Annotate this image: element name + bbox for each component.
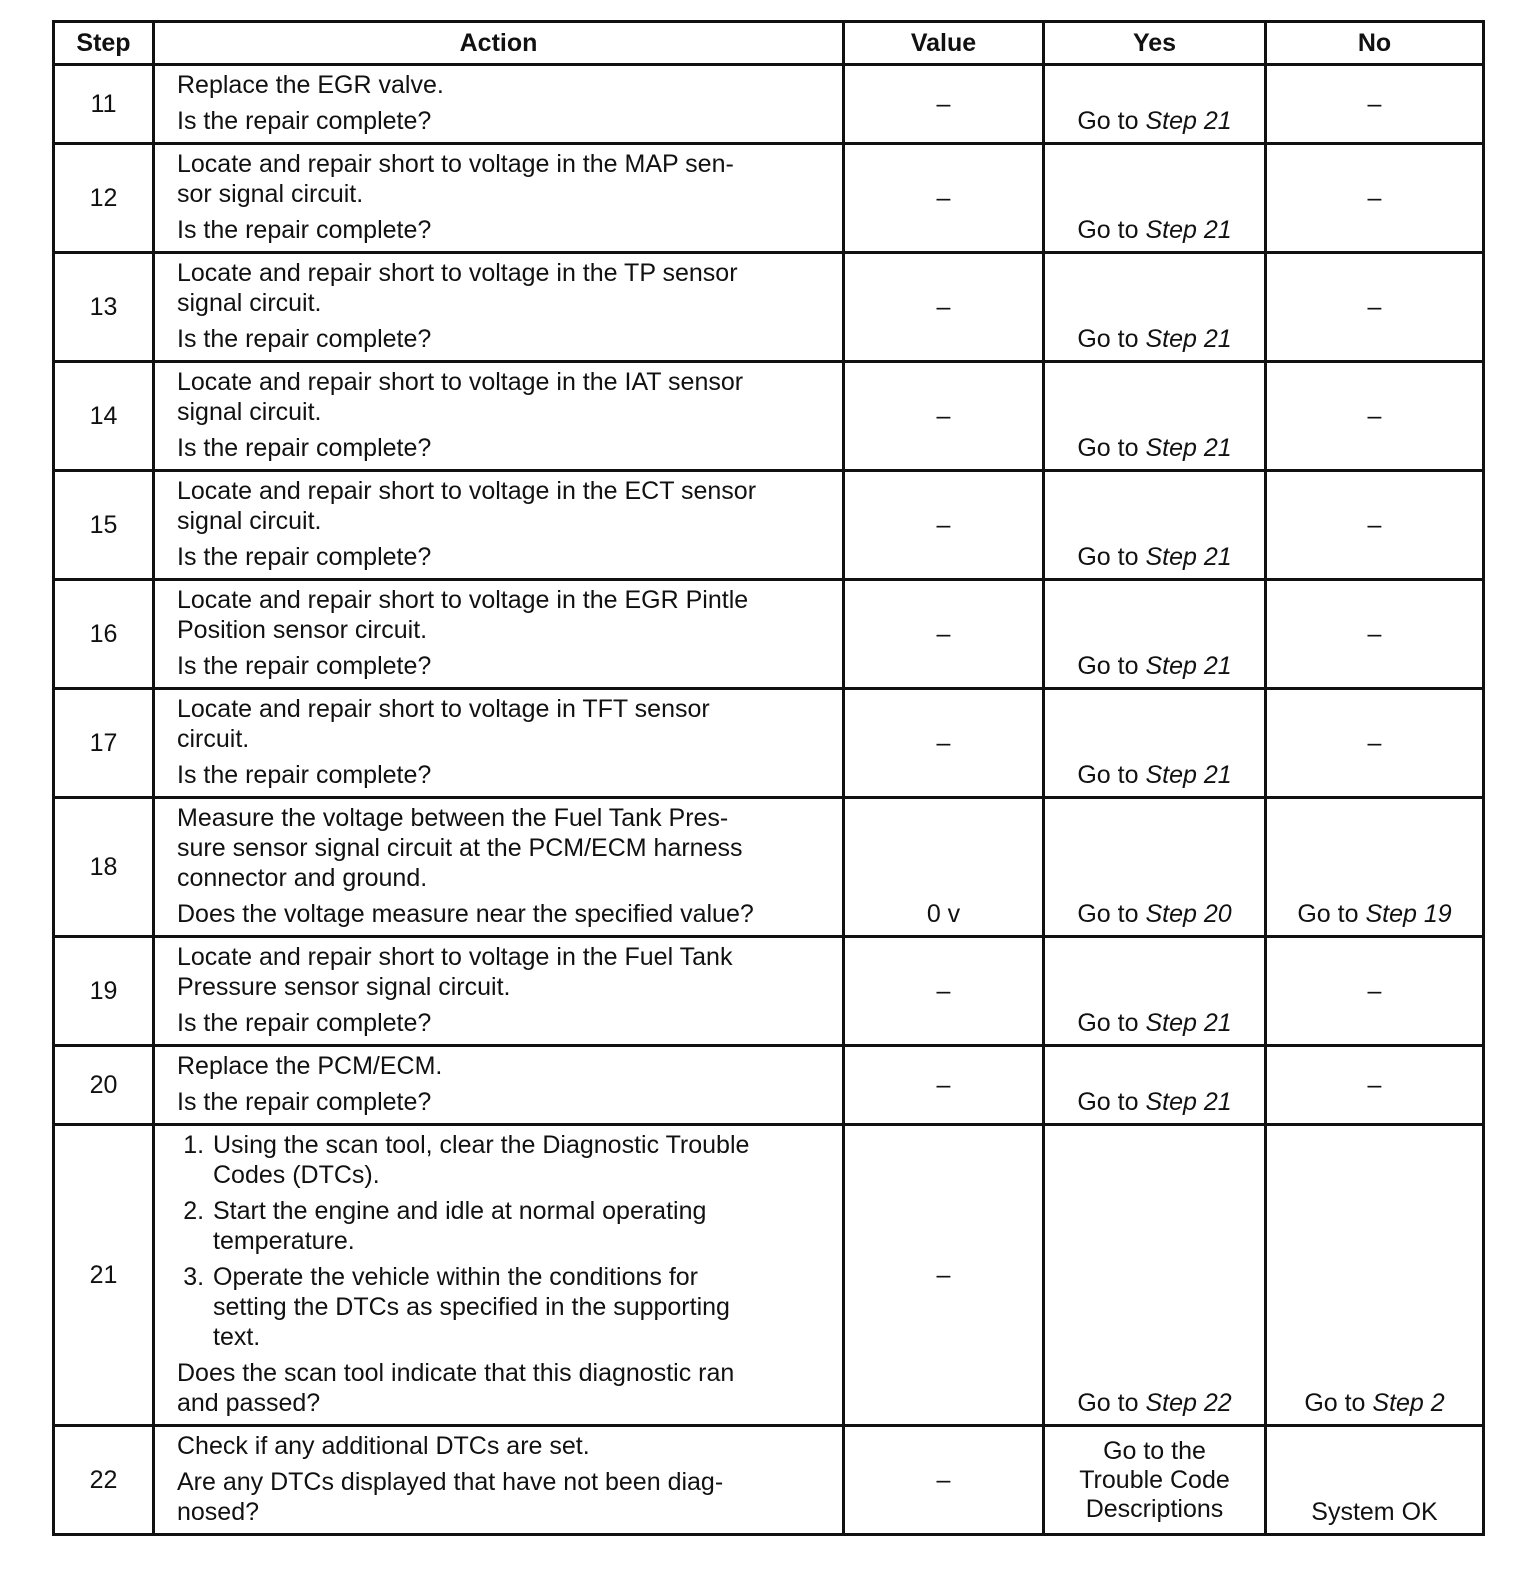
action-line: Locate and repair short to voltage in the TP sensor: [177, 259, 738, 287]
step-cell: 19: [54, 937, 154, 1046]
action-cell: [154, 65, 844, 144]
yes-cell: [1044, 1046, 1266, 1125]
no-cell: –: [1266, 1046, 1484, 1125]
step-cell: 13: [54, 253, 154, 362]
table-row: [54, 798, 1484, 937]
action-cell: [154, 937, 844, 1046]
header-action: Action: [154, 22, 844, 65]
action-line: Locate and repair short to voltage in the MAP sen-: [177, 150, 734, 178]
action-line: Locate and repair short to voltage in the IAT sensor: [177, 368, 744, 396]
no-cell: –: [1266, 253, 1484, 362]
list-item-line: 2. Start the engine and idle at normal operating: [213, 1197, 707, 1225]
action-line: Measure the voltage between the Fuel Tank Pres-: [177, 804, 729, 832]
no-cell: –: [1266, 580, 1484, 689]
yes-cell: [1044, 1426, 1266, 1535]
yes-line: Trouble Code: [1079, 1465, 1230, 1494]
action-line: Locate and repair short to voltage in the ECT sensor: [177, 477, 757, 505]
table-row: [54, 253, 1484, 362]
yes-goto-link[interactable]: Go to Step 21: [1077, 761, 1232, 789]
question-line: nosed?: [177, 1498, 260, 1526]
step-cell: 20: [54, 1046, 154, 1125]
no-goto-link[interactable]: Go to Step 2: [1304, 1389, 1445, 1417]
header-step: Step: [54, 22, 154, 65]
no-cell: –: [1266, 65, 1484, 144]
action-cell: [154, 1046, 844, 1125]
value-cell: –: [844, 937, 1044, 1046]
header-yes: Yes: [1044, 22, 1266, 65]
yes-goto-link[interactable]: Go to Step 21: [1077, 434, 1232, 462]
list-item-line: setting the DTCs as specified in the supporting: [213, 1293, 730, 1321]
diagnostic-table: [52, 20, 1485, 1536]
list-item-line: 3. Operate the vehicle within the conditions for: [213, 1263, 698, 1291]
action-cell: [154, 1125, 844, 1426]
step-reference: Step 21: [1145, 107, 1232, 135]
action-line: signal circuit.: [177, 398, 322, 426]
step-reference: Step 2: [1372, 1389, 1445, 1417]
no-cell: [1266, 798, 1484, 937]
action-cell: [154, 362, 844, 471]
no-cell: –: [1266, 471, 1484, 580]
action-line: Locate and repair short to voltage in the Fuel Tank: [177, 943, 733, 971]
step-reference: Step 21: [1145, 543, 1232, 571]
header-row: [54, 22, 1484, 65]
table-row: [54, 580, 1484, 689]
value-cell: –: [844, 689, 1044, 798]
action-cell: [154, 689, 844, 798]
yes-cell: [1044, 580, 1266, 689]
yes-cell: [1044, 253, 1266, 362]
step-cell: 17: [54, 689, 154, 798]
step-cell: 21: [54, 1125, 154, 1426]
list-item-line: temperature.: [213, 1227, 355, 1255]
header-value: Value: [844, 22, 1044, 65]
action-line: connector and ground.: [177, 864, 428, 892]
question-text: [177, 1358, 828, 1418]
table-row: [54, 144, 1484, 253]
question-text: Is the repair complete?: [177, 543, 432, 571]
value-cell: –: [844, 65, 1044, 144]
yes-cell: [1044, 65, 1266, 144]
action-cell: [154, 1426, 844, 1535]
list-item-line: text.: [213, 1323, 261, 1351]
yes-goto-link[interactable]: Go to Step 22: [1077, 1389, 1232, 1417]
value-cell: –: [844, 580, 1044, 689]
no-cell: –: [1266, 362, 1484, 471]
action-cell: [154, 253, 844, 362]
table-row: [54, 65, 1484, 144]
action-line: signal circuit.: [177, 289, 322, 317]
action-line: sure sensor signal circuit at the PCM/ECM harness: [177, 834, 743, 862]
value-cell: –: [844, 1046, 1044, 1125]
yes-goto-link[interactable]: Go to Step 20: [1077, 900, 1232, 928]
no-cell: –: [1266, 937, 1484, 1046]
yes-goto-link[interactable]: Go to Step 21: [1077, 1009, 1232, 1037]
value-cell: –: [844, 1125, 1044, 1426]
action-line: signal circuit.: [177, 507, 322, 535]
no-cell: –: [1266, 144, 1484, 253]
step-reference: Step 21: [1145, 1009, 1232, 1037]
action-steps-list: [177, 1130, 828, 1352]
table-row: [54, 471, 1484, 580]
step-cell: 12: [54, 144, 154, 253]
question-text: Is the repair complete?: [177, 325, 432, 353]
question-line: Does the scan tool indicate that this diagnostic ran: [177, 1359, 735, 1387]
list-item-line: Codes (DTCs).: [213, 1161, 380, 1189]
value-cell: –: [844, 253, 1044, 362]
no-cell: System OK: [1266, 1426, 1484, 1535]
yes-cell: [1044, 471, 1266, 580]
action-line: sor signal circuit.: [177, 180, 364, 208]
question-text: Is the repair complete?: [177, 216, 432, 244]
list-item: [211, 1262, 828, 1352]
action-line: Replace the EGR valve.: [177, 71, 444, 99]
yes-cell: [1044, 144, 1266, 253]
action-line: Check if any additional DTCs are set.: [177, 1432, 590, 1460]
question-text: Is the repair complete?: [177, 1009, 432, 1037]
action-line: Locate and repair short to voltage in TFT sensor: [177, 695, 710, 723]
step-cell: 11: [54, 65, 154, 144]
table-row: [54, 689, 1484, 798]
list-item: [211, 1130, 828, 1190]
yes-cell: [1044, 1125, 1266, 1426]
no-goto-link[interactable]: Go to Step 19: [1297, 900, 1452, 928]
yes-goto-link[interactable]: Go to Step 21: [1077, 543, 1232, 571]
question-text: Is the repair complete?: [177, 434, 432, 462]
yes-cell: [1044, 937, 1266, 1046]
action-cell: [154, 144, 844, 253]
step-reference: Step 21: [1145, 325, 1232, 353]
table-row: [54, 362, 1484, 471]
step-cell: 22: [54, 1426, 154, 1535]
step-reference: Step 21: [1145, 216, 1232, 244]
yes-line: Go to the: [1103, 1436, 1206, 1465]
question-text: Is the repair complete?: [177, 761, 432, 789]
yes-goto-link[interactable]: Go to Step 21: [1077, 652, 1232, 680]
question-line: and passed?: [177, 1389, 321, 1417]
yes-goto-link[interactable]: Go to Step 21: [1077, 107, 1232, 135]
step-reference: Step 21: [1145, 761, 1232, 789]
action-line: Position sensor circuit.: [177, 616, 428, 644]
yes-cell: [1044, 798, 1266, 937]
table-row: [54, 1125, 1484, 1426]
step-reference: Step 21: [1145, 652, 1232, 680]
value-cell: –: [844, 471, 1044, 580]
action-line: Locate and repair short to voltage in the EGR Pintle: [177, 586, 749, 614]
question-line: Are any DTCs displayed that have not been diag-: [177, 1468, 724, 1496]
step-reference: Step 20: [1145, 900, 1232, 928]
header-no: No: [1266, 22, 1484, 65]
list-item: [211, 1196, 828, 1256]
no-cell: –: [1266, 689, 1484, 798]
yes-cell: [1044, 362, 1266, 471]
step-cell: 14: [54, 362, 154, 471]
no-cell: [1266, 1125, 1484, 1426]
step-reference: Step 19: [1365, 900, 1452, 928]
value-cell: 0 v: [844, 798, 1044, 937]
value-cell: –: [844, 144, 1044, 253]
action-line: circuit.: [177, 725, 250, 753]
step-reference: Step 22: [1145, 1389, 1232, 1417]
question-text: Is the repair complete?: [177, 652, 432, 680]
question-text: Is the repair complete?: [177, 107, 432, 135]
yes-line: Descriptions: [1085, 1494, 1224, 1523]
action-line: Replace the PCM/ECM.: [177, 1052, 443, 1080]
step-cell: 15: [54, 471, 154, 580]
yes-goto-link[interactable]: Go to Step 21: [1077, 325, 1232, 353]
step-cell: 18: [54, 798, 154, 937]
table-row: [54, 937, 1484, 1046]
table-row: [54, 1046, 1484, 1125]
question-text: Does the voltage measure near the specified value?: [177, 900, 754, 928]
yes-goto-link[interactable]: Go to Step 21: [1077, 1088, 1232, 1116]
question-text: Is the repair complete?: [177, 1088, 432, 1116]
question-text: [177, 1467, 828, 1527]
action-cell: [154, 471, 844, 580]
step-reference: Step 21: [1145, 434, 1232, 462]
list-item-line: 1. Using the scan tool, clear the Diagnostic Trouble: [213, 1131, 750, 1159]
action-cell: [154, 798, 844, 937]
step-reference: Step 21: [1145, 1088, 1232, 1116]
yes-cell: [1044, 689, 1266, 798]
value-cell: –: [844, 362, 1044, 471]
value-cell: –: [844, 1426, 1044, 1535]
action-cell: [154, 580, 844, 689]
yes-goto-link[interactable]: Go to Step 21: [1077, 216, 1232, 244]
step-cell: 16: [54, 580, 154, 689]
action-line: Pressure sensor signal circuit.: [177, 973, 511, 1001]
diagnostic-table-container: [52, 20, 1482, 1536]
table-row: [54, 1426, 1484, 1535]
